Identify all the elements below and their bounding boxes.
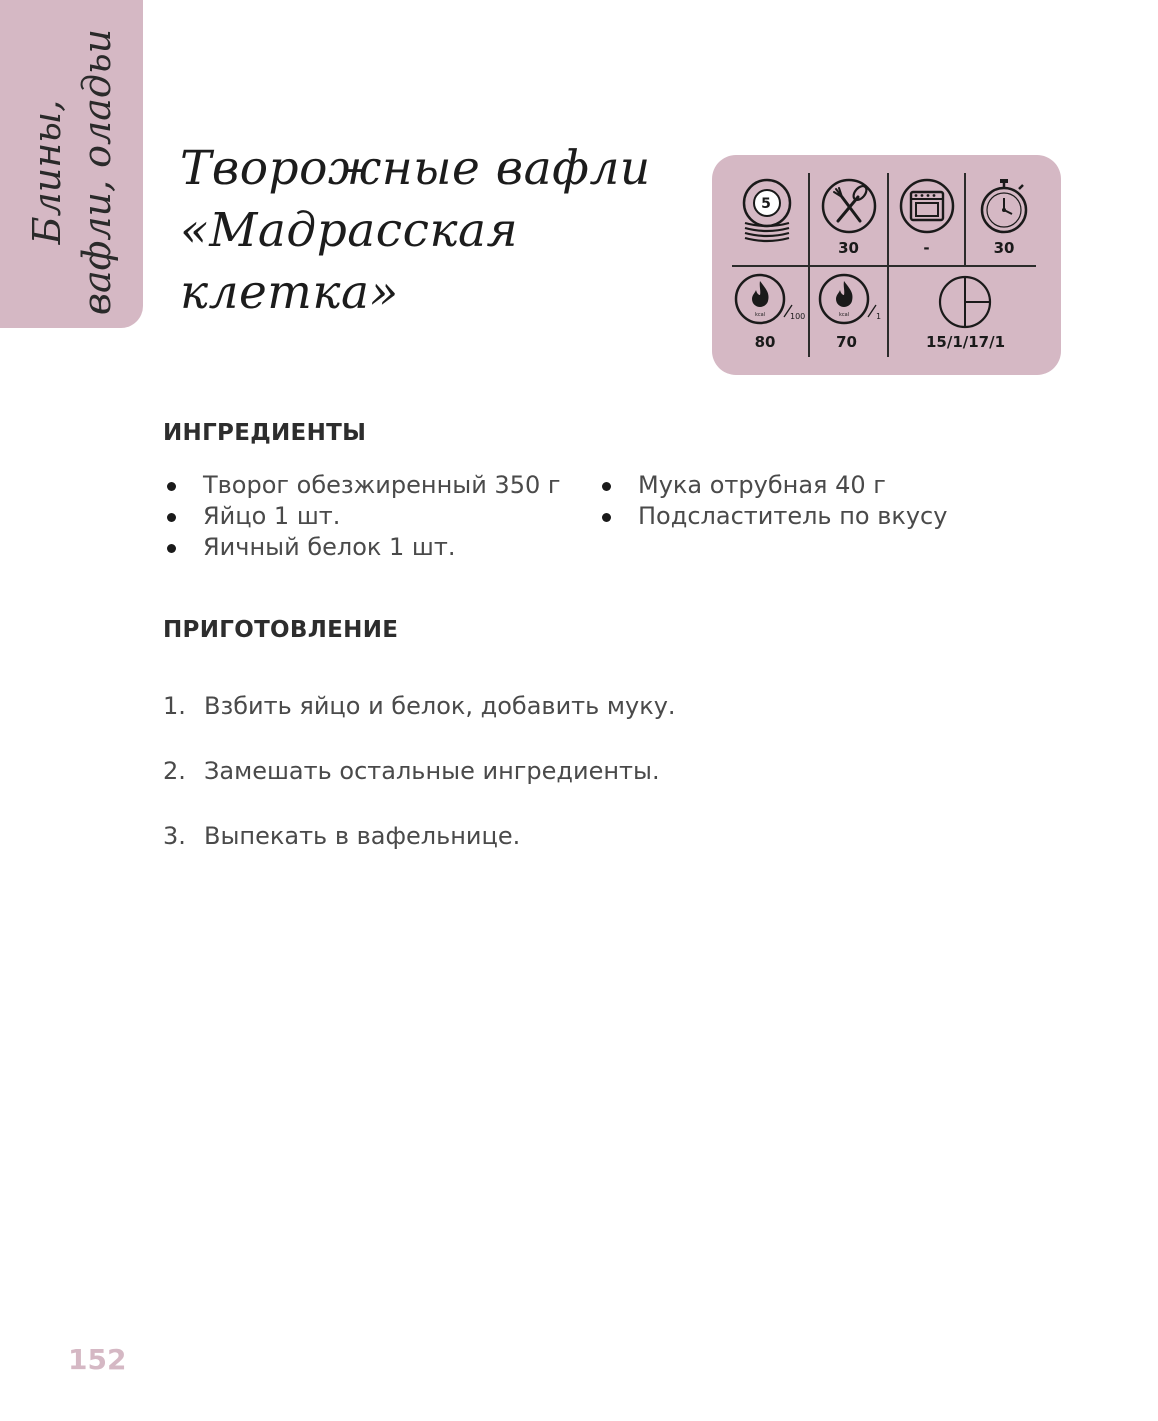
per-100-label: 100 bbox=[790, 312, 806, 321]
list-item bbox=[598, 470, 947, 501]
recipe-info-box bbox=[712, 155, 1061, 375]
macros-value: 15/1/17/1 bbox=[925, 333, 1006, 351]
stopwatch-icon bbox=[975, 177, 1033, 235]
total-time-cell bbox=[966, 175, 1042, 263]
macros-cell bbox=[889, 269, 1042, 357]
portions-count: 5 bbox=[761, 196, 771, 212]
recipe-title-line-1: Творожные вафли bbox=[180, 141, 651, 196]
list-item bbox=[163, 470, 560, 501]
ingredients-list-left bbox=[163, 470, 560, 563]
category-line-2: вафли, оладьи bbox=[75, 28, 119, 316]
ingredient-text: Яйцо 1 шт. bbox=[203, 502, 341, 530]
total-time-value: 30 bbox=[993, 239, 1015, 257]
list-item bbox=[598, 501, 947, 532]
ingredient-text: Яичный белок 1 шт. bbox=[203, 533, 456, 561]
category-line-1: Блины, bbox=[25, 99, 69, 245]
per-portion-label: 1 bbox=[876, 312, 882, 321]
flame-icon bbox=[732, 271, 808, 327]
kcal-per-portion-cell bbox=[810, 269, 887, 357]
list-item bbox=[163, 532, 560, 563]
prep-time-value: 30 bbox=[838, 239, 859, 257]
kcal-per-portion-value: 70 bbox=[836, 333, 857, 351]
kcal-per-100-value: 80 bbox=[754, 333, 776, 351]
step-number: 1. bbox=[163, 692, 186, 720]
list-item bbox=[163, 501, 560, 532]
ingredient-text: Мука отрубная 40 г bbox=[638, 471, 886, 499]
oven-icon bbox=[898, 177, 956, 235]
preparation-steps bbox=[163, 688, 676, 883]
list-item bbox=[163, 818, 676, 883]
recipe-title-line-3: клетка» bbox=[180, 265, 399, 320]
step-text: Взбить яйцо и белок, добавить муку. bbox=[204, 692, 676, 720]
prep-time-cell bbox=[810, 175, 887, 263]
bullet-icon bbox=[167, 482, 176, 491]
spatula-whisk-icon bbox=[820, 177, 878, 235]
pie-segments-icon bbox=[936, 273, 994, 331]
step-number: 3. bbox=[163, 822, 186, 850]
step-number: 2. bbox=[163, 757, 186, 785]
ingredients-heading: ИНГРЕДИЕНТЫ bbox=[163, 420, 367, 446]
kcal-label: kcal bbox=[754, 312, 766, 318]
ingredient-text: Подсластитель по вкусу bbox=[638, 502, 948, 530]
bullet-icon bbox=[167, 513, 176, 522]
divider bbox=[732, 265, 1036, 267]
bullet-icon bbox=[602, 513, 611, 522]
step-text: Выпекать в вафельнице. bbox=[204, 822, 521, 850]
recipe-title bbox=[180, 138, 700, 324]
bullet-icon bbox=[602, 482, 611, 491]
bake-time-value: - bbox=[923, 239, 930, 257]
plates-stack-icon bbox=[737, 177, 797, 245]
recipe-title-line-2: «Мадрасская bbox=[180, 203, 519, 258]
kcal-per-100-cell bbox=[730, 269, 808, 357]
flame-icon bbox=[816, 271, 892, 327]
category-label bbox=[22, 29, 122, 315]
list-item bbox=[163, 688, 676, 753]
list-item bbox=[163, 753, 676, 818]
ingredient-text: Творог обезжиренный 350 г bbox=[203, 471, 561, 499]
bullet-icon bbox=[167, 544, 176, 553]
step-text: Замешать остальные ингредиенты. bbox=[204, 757, 660, 785]
ingredients-list-right bbox=[598, 470, 947, 532]
preparation-heading: ПРИГОТОВЛЕНИЕ bbox=[163, 617, 399, 643]
category-tab bbox=[0, 0, 143, 328]
portions-cell bbox=[730, 175, 806, 263]
page-number: 152 bbox=[68, 1343, 127, 1376]
oven-time-cell bbox=[889, 175, 964, 263]
kcal-label: kcal bbox=[838, 312, 850, 318]
